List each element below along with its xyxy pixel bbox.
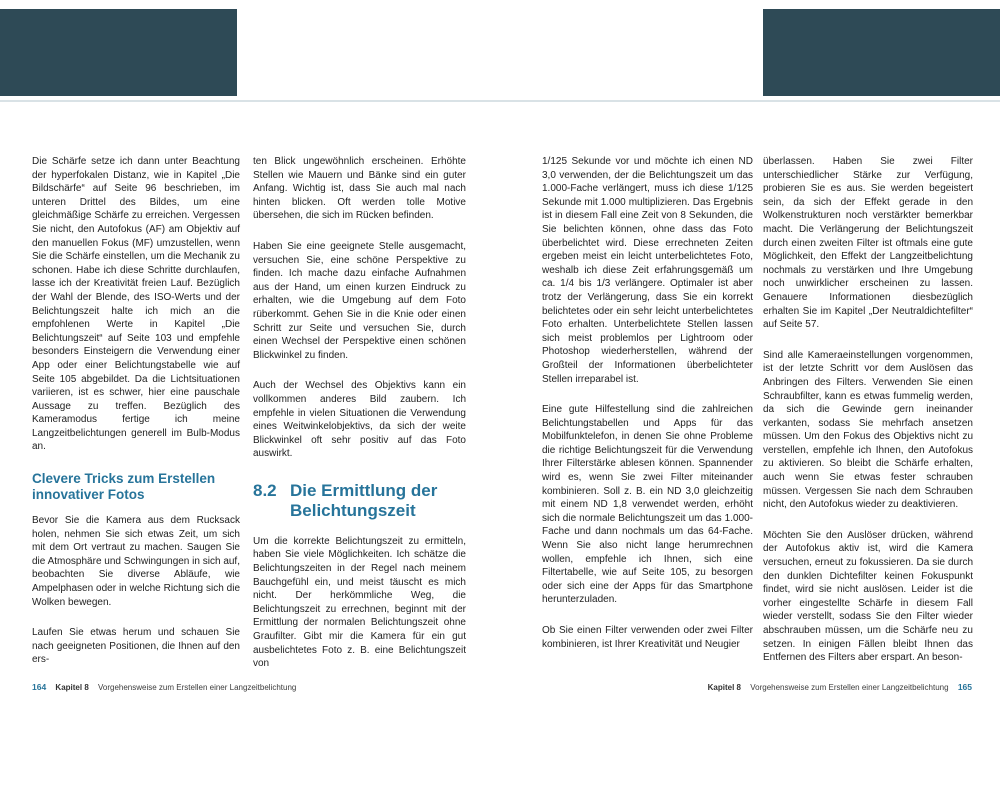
section-number: 8.2 bbox=[253, 480, 277, 500]
body-paragraph: ten Blick ungewöhnlich erscheinen. Erhöhte Stellen wie Mauern und Bänke sind ein guter Anfang. Wichtig ist, dass Sie auch mal nach hinten blicken. Oft werden tolle Motive übersehen, die sich im Rücken befinden. bbox=[253, 156, 466, 222]
body-paragraph: überlassen. Haben Sie zwei Filter unterschiedlicher Stärke zur Verfügung, probieren Sie es aus. Sie werden begeistert sein, da sich der Effekt gerade in den Wolkenstrukturen noch verstärkter bemerkbar macht. Die Verlängerung der Belichtungszeit durch einen zweiten Filter ist oftmals eine gute Möglichkeit, den Effekt der Langzeitbelichtung nochmals zu verstärken und Ihre Umgebung noch unwirklicher erscheinen zu lassen. Genauere Informationen diesbezüglich erhalten Sie im Kapitel „Der Neutraldichtefilter“ auf Seite 57. bbox=[763, 156, 973, 331]
body-paragraph: Haben Sie eine geeignete Stelle ausgemacht, versuchen Sie, eine schöne Perspektive zu finden. Ich mache dazu einfache Aufnahmen aus der Hand, um einen kurzen Eindruck zu erhalten, wie die Umgebung auf dem Foto rüberkommt. Gehen Sie in die Knie oder einen Schritt zur Seite und versuchen Sie, durch einen Wechsel der Perspektive einen schönen Blickwinkel zu finden. bbox=[253, 240, 466, 361]
subheading-clevere-tricks: Clevere Tricks zum Erstellen innovativer Fotos bbox=[32, 471, 216, 502]
footer-chapter-title: Vorgehensweise zum Erstellen einer Langzeitbelichtung bbox=[750, 683, 949, 692]
body-paragraph: Möchten Sie den Auslöser drücken, während der Autofokus aktiv ist, wird die Kamera versuchen, erneut zu fokussieren. Da sie durch den dunklen Dichtefilter keinen Fokuspunkt findet, wird sie nicht auslösen. Leider ist die vorher eingestellte Schärfe in diesem Fall wieder verstellt, sodass Sie den Filter wieder abschrauben müssen, um die Schärfe neu zu setzen. In einigen Fällen bleibt Ihnen das Entfernen des Filters aber erspart. An beson- bbox=[763, 529, 973, 664]
body-paragraph: Sind alle Kameraeinstellungen vorgenommen, ist der letzte Schritt vor dem Auslösen das Anbringen des Filters. Verwenden Sie einen Schraubfilter, kann es etwas fummelig werden, da sich die Gewinde gern ineinander verkanten, sodass Sie mehrfach ansetzen müssen. Um den Fokus des Objektivs nicht zu verstellen, empfehle ich Ihnen, den Autofokus zu aktivieren. So bleibt die Schärfe erhalten, auch wenn Sie etwas fester schrauben müssen. Vergessen Sie nach dem Schrauben nicht, den Autofokus wieder zu deaktivieren. bbox=[763, 349, 973, 511]
right-page-footer bbox=[708, 682, 972, 692]
right-page-column-2 bbox=[763, 155, 973, 665]
body-paragraph: Um die korrekte Belichtungszeit zu ermitteln, haben Sie viele Möglichkeiten. Ich schätze die Belichtungszeiten in der Regel nach meinem Bauchgefühl ein, und meist täuscht es mich nicht. Der herkömmliche Weg, die Belichtungszeit zu errechnen, beginnt mit der Ermittlung der normalen Belichtungszeit ohne Graufilter. Gibt mir die Kamera für ein gut ausbelichtetes Foto z. B. eine Belichtungszeit von bbox=[253, 535, 466, 670]
chapter-tab-left bbox=[0, 9, 237, 96]
footer-chapter-title: Vorgehensweise zum Erstellen einer Langzeitbelichtung bbox=[98, 683, 297, 692]
body-paragraph: Bevor Sie die Kamera aus dem Rucksack holen, nehmen Sie sich etwas Zeit, um sich mit dem Ort vertraut zu machen. Saugen Sie die Atmosphäre und Schwingungen in sich auf, beobachten Sie diverse Abläufe, wie Ampelphasen oder in welche Richtung sich die Wolken bewegen. bbox=[32, 515, 240, 608]
footer-chapter-label: Kapitel 8 bbox=[55, 683, 89, 692]
body-paragraph: Ob Sie einen Filter verwenden oder zwei Filter kombinieren, ist Ihrer Kreativität und Neugier bbox=[542, 625, 753, 650]
chapter-tab-right bbox=[763, 9, 1000, 96]
page-number-right: 165 bbox=[957, 682, 972, 692]
left-page-footer bbox=[32, 682, 296, 692]
right-page-column-1 bbox=[542, 155, 753, 651]
header-rule bbox=[0, 100, 1000, 102]
left-page-column-2 bbox=[253, 155, 466, 671]
section-heading-8-2 bbox=[253, 481, 466, 521]
footer-chapter-label: Kapitel 8 bbox=[707, 683, 741, 692]
left-page-column-1 bbox=[32, 155, 240, 667]
body-paragraph: Eine gute Hilfestellung sind die zahlreichen Belichtungstabellen und Apps für das Mobilfunktelefon, in denen Sie ohne Probleme die richtige Belichtungszeit für die Verwendung Ihrer Filterstärke ablesen können. Spannender wird es, wenn Sie zwei Filter miteinander kombinieren. Soll z. B. ein ND 3,0 gleichzeitig mit einem ND 1,8 verwendet werden, erhöht sich die normale Belichtungszeit um das 1.000-Fache und dann nochmals um das 64-Fache. Wenn Sie also nicht lange herumrechnen wollen, empfehle ich Ihnen, sich eine Filtertabelle, wie auf Seite 105, zu besorgen oder sich eine der Apps für das Smartphone herunterzuladen. bbox=[542, 404, 753, 606]
body-paragraph: Laufen Sie etwas herum und schauen Sie nach geeigneten Positionen, die Ihnen auf den ers- bbox=[32, 627, 240, 666]
section-title: Die Ermittlung der Belichtungszeit bbox=[290, 480, 438, 520]
body-paragraph: 1/125 Sekunde vor und möchte ich einen ND 3,0 verwenden, der die Belichtungszeit um das 1.000-Fache verlängert, muss ich diese 1/125 Sekunde mit 1.000 multiplizieren. Das Ergebnis ist in diesem Fall eine Zeit von 8 Sekunden, die Sie belichten können, ohne dass das Foto überbelichtet wird. Diese errechneten Zeiten ergeben meist ein leicht unterbelichtetes Foto, weshalb ich diese Zeit erfahrungsgemäß um ca. 1/4 bis 1/3 verlängere. Optimaler ist aber trotz der Verlängerung, dass Sie ein korrekt belichtetes oder ein sehr leicht unterbelichtetes Foto erhalten. Unterbelichtete Stellen lassen sich meist problemlos per Lightroom oder Photoshop wiederherstellen, während der Großteil der Informationen überbelichteter Stellen irreparabel ist. bbox=[542, 156, 753, 385]
page-number-left: 164 bbox=[32, 682, 47, 692]
body-paragraph: Die Schärfe setze ich dann unter Beachtung der hyperfokalen Distanz, wie in Kapitel „Die Bildschärfe“ auf Seite 96 beschrieben, im unteren Drittel des Bildes, um eine gleichmäßige Schärfe zu erreichen. Vergessen Sie nicht, den Autofokus (AF) am Objektiv auf den manuellen Fokus (MF) umzustellen, wenn Sie die Schärfe einstellen, um die Mechanik zu schonen. Habe ich diese Schritte durchlaufen, lasse ich der Kreativität freien Lauf. Bezüglich der Wahl der Blende, des ISO-Werts und der Belichtungszeit halte ich mich an die empfohlenen Werte in Kapitel „Die Belichtungszeit“ auf Seite 103 und empfehle besonders Einsteigern die Verwendung einer App oder einer Belichtungstabelle wie auf Seite 105 abgebildet. Da die Lichtsituationen variieren, ist es schwer, hier eine pauschale Aussage zu treffen. Bezüglich des Kameramodus fertige ich meine Langzeitbelichtungen generell im Bulb-Modus an. bbox=[32, 156, 240, 453]
body-paragraph: Auch der Wechsel des Objektivs kann ein vollkommen anderes Bild zaubern. Ich empfehle in vielen Situationen die Verwendung eines Weitwinkelobjektivs, da sich der weite Blickwinkel oft sehr positiv auf das Foto auswirkt. bbox=[253, 380, 466, 460]
